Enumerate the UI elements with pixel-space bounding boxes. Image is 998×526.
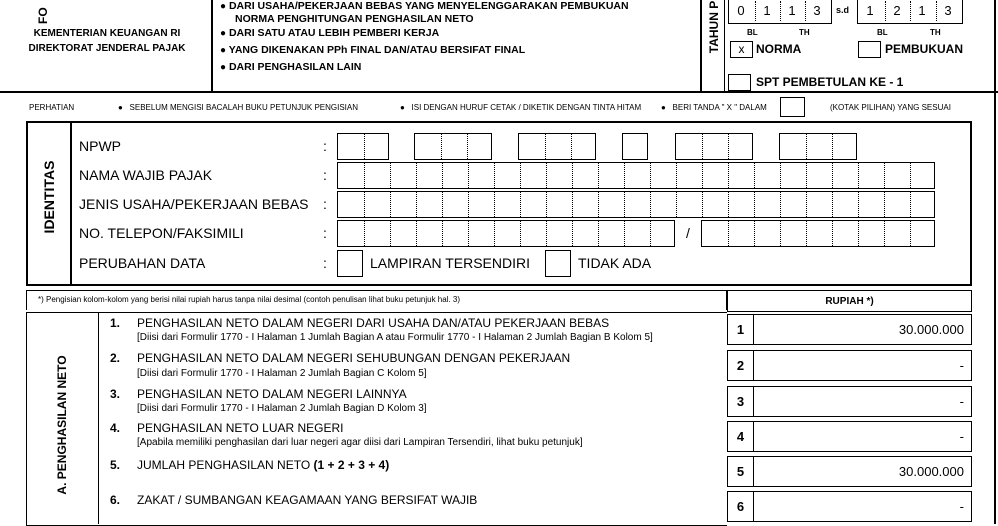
- lampiran-checkbox[interactable]: [337, 250, 363, 277]
- norma-label: NORMA: [756, 42, 802, 56]
- period-sd: s.d: [836, 5, 850, 15]
- telepon-input[interactable]: [337, 220, 675, 247]
- income-item-hint: [Diisi dari Formulir 1770 - I Halaman 2 Jumlah Bagian C Kolom 5]: [137, 368, 427, 379]
- npwp-label: NPWP: [79, 138, 121, 154]
- income-item-title: PENGHASILAN NETO DALAM NEGERI DARI USAHA DAN/ATAU PEKERJAAN BEBAS: [137, 316, 610, 330]
- faksimili-input[interactable]: [701, 220, 935, 247]
- income-box-number: 6: [727, 491, 754, 522]
- taxpayer-type-item: ● YANG DIKENAKAN PPh FINAL DAN/ATAU BERSIFAT FINAL: [220, 44, 526, 56]
- notice-item: ● BERI TANDA " X " DALAM: [661, 103, 767, 112]
- income-box-number: 2: [727, 350, 754, 381]
- income-item-title: PENGHASILAN NETO DALAM NEGERI SEHUBUNGAN DENGAN PEKERJAAN: [137, 351, 571, 365]
- taxpayer-type-item: ● DARI PENGHASILAN LAIN: [220, 61, 362, 73]
- nama-wp-input[interactable]: [337, 162, 935, 189]
- notice-title: PERHATIAN: [29, 103, 75, 112]
- identitas-label: IDENTITAS: [41, 160, 57, 234]
- bl-label: BL: [877, 28, 888, 37]
- example-checkbox: [780, 97, 805, 117]
- lampiran-label: LAMPIRAN TERSENDIRI: [370, 255, 530, 271]
- rupiah-header: RUPIAH *): [727, 290, 972, 312]
- tidak-ada-label: TIDAK ADA: [578, 255, 652, 271]
- notice-item: ● SEBELUM MENGISI BACALAH BUKU PETUNJUK PENGISIAN: [118, 103, 359, 112]
- income-value-input[interactable]: -: [754, 421, 972, 452]
- income-value-input[interactable]: 30.000.000: [754, 314, 972, 345]
- income-item-title: PENGHASILAN NETO DALAM NEGERI LAINNYA: [137, 387, 407, 401]
- income-value-input[interactable]: -: [754, 491, 972, 522]
- taxpayer-type-item: NORMA PENGHITUNGAN PENGHASILAN NETO: [235, 13, 474, 25]
- norma-checkbox[interactable]: x: [730, 41, 753, 58]
- notice-item: ● ISI DENGAN HURUF CETAK / DIKETIK DENGAN TINTA HITAM: [400, 103, 642, 112]
- period-to[interactable]: 1 2 1 3: [857, 0, 963, 24]
- form-code: FO: [36, 7, 50, 24]
- notice-item: (KOTAK PILIHAN) YANG SESUAI: [830, 103, 951, 112]
- income-box-number: 3: [727, 386, 754, 417]
- income-box-number: 4: [727, 421, 754, 452]
- taxpayer-type-item: ● DARI USAHA/PEKERJAAN BEBAS YANG MENYELENGGARAKAN PEMBUKUAN: [220, 0, 629, 12]
- income-box-number: 1: [727, 314, 754, 345]
- income-note: *) Pengisian kolom-kolom yang berisi nilai rupiah harus tanpa nilai desimal (contoh penulisan lihat buku petunjuk hal. 3): [38, 295, 461, 304]
- tahun-label: TAHUN P: [707, 0, 721, 54]
- ministry-name: KEMENTERIAN KEUANGAN RI: [33, 28, 181, 39]
- income-value-input[interactable]: 30.000.000: [754, 456, 972, 487]
- period-from[interactable]: 0 1 1 3: [728, 0, 832, 24]
- income-value-input[interactable]: -: [754, 350, 972, 381]
- perubahan-data-label: PERUBAHAN DATA: [79, 255, 206, 271]
- income-item-hint: [Diisi dari Formulir 1770 - I Halaman 2 Jumlah Bagian D Kolom 3]: [137, 403, 427, 414]
- jenis-usaha-input[interactable]: [337, 191, 935, 218]
- taxpayer-type-item: ● DARI SATU ATAU LEBIH PEMBERI KERJA: [220, 27, 440, 39]
- phone-separator: /: [686, 225, 690, 241]
- penghasilan-label: A. PENGHASILAN NETO: [55, 355, 69, 495]
- telepon-label: NO. TELEPON/FAKSIMILI: [79, 225, 244, 241]
- th-label: TH: [799, 28, 810, 37]
- income-value-input[interactable]: -: [754, 386, 972, 417]
- income-item-title: PENGHASILAN NETO LUAR NEGERI: [137, 421, 344, 435]
- jenis-usaha-label: JENIS USAHA/PEKERJAAN BEBAS: [79, 196, 309, 212]
- income-box-number: 5: [727, 456, 754, 487]
- income-item-hint: [Diisi dari Formulir 1770 - I Halaman 1 Jumlah Bagian A atau Formulir 1770 - I Halaman 2 Jumlah Bagian B Kolom 5]: [137, 332, 653, 343]
- pembukuan-checkbox[interactable]: [858, 41, 881, 58]
- income-item-title: ZAKAT / SUMBANGAN KEAGAMAAN YANG BERSIFAT WAJIB: [137, 493, 478, 507]
- pembetulan-label: SPT PEMBETULAN KE - 1: [756, 75, 904, 89]
- income-item-hint: [Apabila memiliki penghasilan dari luar negeri agar diisi dari Lampiran Tersendiri, lihat buku petunjuk]: [137, 437, 583, 448]
- th-label: TH: [930, 28, 941, 37]
- bl-label: BL: [747, 28, 758, 37]
- directorate-name: DIREKTORAT JENDERAL PAJAK: [28, 43, 186, 54]
- income-item-title: JUMLAH PENGHASILAN NETO (1 + 2 + 3 + 4): [137, 458, 390, 472]
- pembukuan-label: PEMBUKUAN: [885, 42, 963, 56]
- taxpayer-type-list: [220, 0, 629, 25]
- nama-wp-label: NAMA WAJIB PAJAK: [79, 167, 213, 183]
- tidak-ada-checkbox[interactable]: [545, 250, 571, 277]
- pembetulan-checkbox[interactable]: [728, 74, 751, 91]
